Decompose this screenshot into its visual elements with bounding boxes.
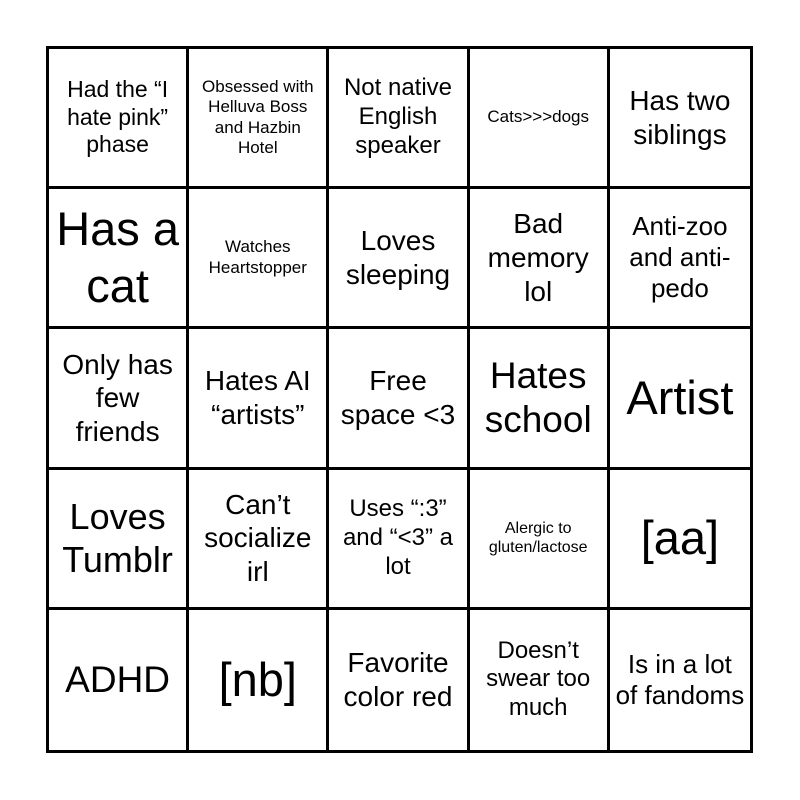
bingo-cell-r5c4[interactable]	[470, 610, 610, 750]
bingo-cell-text: Favorite color red	[343, 647, 453, 712]
bingo-cell-r2c4[interactable]	[470, 189, 610, 329]
bingo-cell-r1c2[interactable]	[189, 49, 329, 189]
bingo-cell-text: Cats>>>dogs	[487, 107, 589, 127]
bingo-cell-text: Anti-zoo and anti-pedo	[629, 211, 731, 304]
bingo-cell-r4c4[interactable]	[470, 470, 610, 610]
bingo-cell-text: Free space <3	[340, 365, 456, 430]
bingo-cell-r4c3[interactable]	[329, 470, 469, 610]
bingo-cell-text: Has a cat	[56, 202, 179, 312]
bingo-cell-r2c2[interactable]	[189, 189, 329, 329]
bingo-cell-free-space[interactable]	[329, 329, 469, 469]
bingo-cell-r4c2[interactable]	[189, 470, 329, 610]
bingo-cell-r1c3[interactable]	[329, 49, 469, 189]
bingo-cell-text: Uses “:3” and “<3” a lot	[342, 495, 454, 580]
bingo-cell-text: ADHD	[65, 658, 171, 700]
bingo-cell-r2c5[interactable]	[610, 189, 750, 329]
bingo-cell-text: Can’t socialize irl	[204, 488, 312, 587]
bingo-cell-text: Only has few friends	[62, 348, 173, 447]
bingo-cell-text: Loves Tumblr	[62, 496, 173, 581]
bingo-cell-r5c3[interactable]	[329, 610, 469, 750]
bingo-cell-r5c1[interactable]	[49, 610, 189, 750]
bingo-cell-text: Doesn’t swear too much	[486, 636, 591, 722]
bingo-cell-r1c5[interactable]	[610, 49, 750, 189]
bingo-cell-r1c4[interactable]	[470, 49, 610, 189]
bingo-cell-text: [aa]	[640, 511, 720, 564]
bingo-board	[46, 46, 753, 753]
bingo-cell-r1c1[interactable]	[49, 49, 189, 189]
bingo-cell-text: Hates school	[484, 354, 592, 440]
bingo-cell-r4c5[interactable]	[610, 470, 750, 610]
bingo-cell-text: Had the “I hate pink” phase	[67, 76, 169, 158]
bingo-cell-text: Alergic to gluten/lactose	[488, 520, 588, 557]
bingo-cell-text: Hates AI “artists”	[204, 365, 311, 430]
bingo-cell-text: Obsessed with Helluva Boss and Hazbin Hotel	[202, 76, 314, 157]
bingo-cell-text: Loves sleeping	[345, 225, 451, 290]
bingo-cell-r5c5[interactable]	[610, 610, 750, 750]
bingo-cell-text: Has two siblings	[629, 85, 731, 150]
bingo-cell-text: Not native English speaker	[343, 74, 453, 159]
bingo-cell-text: Artist	[626, 370, 734, 424]
bingo-cell-text: Watches Heartstopper	[208, 237, 307, 277]
bingo-cell-text: Is in a lot of fandoms	[615, 648, 745, 710]
bingo-cell-r2c1[interactable]	[49, 189, 189, 329]
bingo-cell-text: Bad memory lol	[487, 208, 589, 307]
bingo-cell-r2c3[interactable]	[329, 189, 469, 329]
bingo-cell-r3c1[interactable]	[49, 329, 189, 469]
bingo-cell-text: [nb]	[218, 652, 297, 706]
bingo-cell-r3c2[interactable]	[189, 329, 329, 469]
bingo-cell-r3c4[interactable]	[470, 329, 610, 469]
bingo-cell-r3c5[interactable]	[610, 329, 750, 469]
bingo-cell-r4c1[interactable]	[49, 470, 189, 610]
bingo-cell-r5c2[interactable]	[189, 610, 329, 750]
